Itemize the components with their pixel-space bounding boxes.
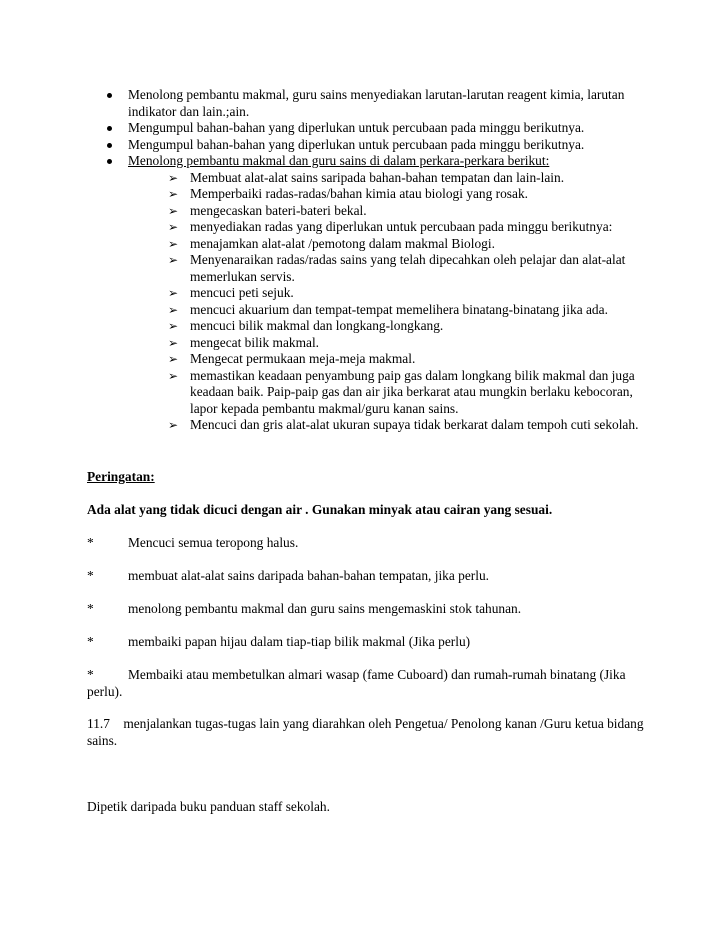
bullet-list <box>104 87 644 434</box>
arrow-bullet-icon: ➢ <box>168 368 179 383</box>
bullet-icon <box>107 93 112 98</box>
warning-text: Ada alat yang tidak dicuci dengan air . Gunakan minyak atau cairan yang sesuai. <box>87 502 553 517</box>
sub-list-item: ➢ mencuci peti sejuk. <box>168 285 294 300</box>
list-item: Menolong pembantu makmal, guru sains menyediakan larutan-larutan reagent kimia, larutan indikator dan lain.;ain. <box>104 87 644 120</box>
footer-note: Dipetik daripada buku panduan staff sekolah. <box>87 799 330 814</box>
sub-list-item: ➢ Mengecat permukaan meja-meja makmal. <box>168 351 416 366</box>
arrow-bullet-icon: ➢ <box>168 170 179 185</box>
star-item: * membuat alat-alat sains daripada bahan-bahan tempatan, jika perlu. <box>87 568 490 583</box>
sub-list <box>128 170 644 434</box>
sub-list-item: ➢ Memperbaiki radas-radas/bahan kimia atau biologi yang rosak. <box>168 186 529 201</box>
arrow-bullet-icon: ➢ <box>168 220 179 234</box>
star-item: * menolong pembantu makmal dan guru sains mengemaskini stok tahunan. <box>87 601 522 616</box>
sub-list-item: ➢ mengecaskan bateri-bateri bekal. <box>168 202 367 218</box>
arrow-bullet-icon: ➢ <box>168 418 179 432</box>
list-item: Mengumpul bahan-bahan yang diperlukan untuk percubaan pada minggu berikutnya. <box>104 137 644 154</box>
warning-heading: Peringatan: <box>87 469 155 484</box>
list-item: Mengumpul bahan-bahan yang diperlukan untuk percubaan pada minggu berikutnya. <box>104 120 644 137</box>
bullet-icon <box>107 159 112 164</box>
arrow-bullet-icon: ➢ <box>168 253 179 267</box>
arrow-bullet-icon: ➢ <box>168 286 179 300</box>
arrow-bullet-icon: ➢ <box>168 352 179 366</box>
item-number: 11.7 <box>87 716 110 731</box>
sub-list-item: ➢ mencuci akuarium dan tempat-tempat memelihera binatang-binatang jika ada. <box>168 301 608 317</box>
arrow-bullet-icon: ➢ <box>168 335 179 350</box>
arrow-bullet-icon: ➢ <box>168 302 179 317</box>
bullet-icon <box>107 126 112 131</box>
sub-list-item: ➢ memastikan keadaan penyambung paip gas dalam longkang bilik makmal dan juga keadaan baik. Paip-paip gas dan air jika berkarat atau mungkin berlaku kebocoran, lapor kepada pembantu makmal/guru kanan sains. <box>168 367 635 416</box>
sub-list-item: ➢ menyediakan radas yang diperlukan untuk percubaan pada minggu berikutnya: <box>168 219 613 234</box>
list-item: Menolong pembantu makmal dan guru sains di dalam perkara-perkara berikut: ➢ Membuat alat-alat sains saripada bahan-bahan tempatan dan lain-lain. ➢ Memperbaiki radas-radas/bahan kimia atau biologi yang rosak. ➢ mengecaskan bateri-bateri bekal. ➢ menyediakan radas yang diperlukan untuk percubaan pada minggu berikutnya: ➢ menajamkan alat-alat /pemotong dalam makmal Biologi. ➢ Menyenaraikan radas/radas sains yang telah dipecahkan oleh pelajar dan alat-alat memerlukan servis. ➢ mencuci peti sejuk. ➢ mencuci akuarium dan tempat-tempat memelihera binatang-binatang jika ada. ➢ mencuci bilik makmal dan longkang-longkang. ➢ mengecat bilik makmal. ➢ Mengecat permukaan meja-meja makmal. ➢ memastikan keadaan penyambung paip gas dalam longkang bilik makmal dan juga keadaan baik. Paip-paip gas dan air jika berkarat atau mungkin berlaku kebocoran, lapor kepada pembantu makmal/guru kanan sains. ➢ Mencuci dan gris alat-alat ukuran supaya tidak berkarat dalam tempoh cuti sekolah. <box>104 153 644 434</box>
star-item: * Membaiki atau membetulkan almari wasap (fame Cuboard) dan rumah-rumah binatang (Jika perlu). <box>87 667 626 699</box>
sub-list-item: ➢ Mencuci dan gris alat-alat ukuran supaya tidak berkarat dalam tempoh cuti sekolah. <box>168 417 639 432</box>
star-item: * membaiki papan hijau dalam tiap-tiap bilik makmal (Jika perlu) <box>87 634 471 649</box>
star-item: * Mencuci semua teropong halus. <box>87 535 299 550</box>
sub-list-item: ➢ Membuat alat-alat sains saripada bahan-bahan tempatan dan lain-lain. <box>168 169 565 185</box>
sub-list-item: ➢ menajamkan alat-alat /pemotong dalam makmal Biologi. <box>168 235 495 251</box>
sub-list-item: ➢ Menyenaraikan radas/radas sains yang telah dipecahkan oleh pelajar dan alat-alat memerlukan servis. <box>168 252 626 284</box>
arrow-bullet-icon: ➢ <box>168 187 179 201</box>
sub-list-item: ➢ mengecat bilik makmal. <box>168 334 320 350</box>
numbered-item: 11.7 menjalankan tugas-tugas lain yang diarahkan oleh Pengetua/ Penolong kanan /Guru ketua bidang sains. <box>87 716 644 748</box>
bullet-icon <box>107 143 112 148</box>
sub-list-item: ➢ mencuci bilik makmal dan longkang-longkang. <box>168 318 444 333</box>
arrow-bullet-icon: ➢ <box>168 236 179 251</box>
arrow-bullet-icon: ➢ <box>168 203 179 218</box>
arrow-bullet-icon: ➢ <box>168 319 179 333</box>
